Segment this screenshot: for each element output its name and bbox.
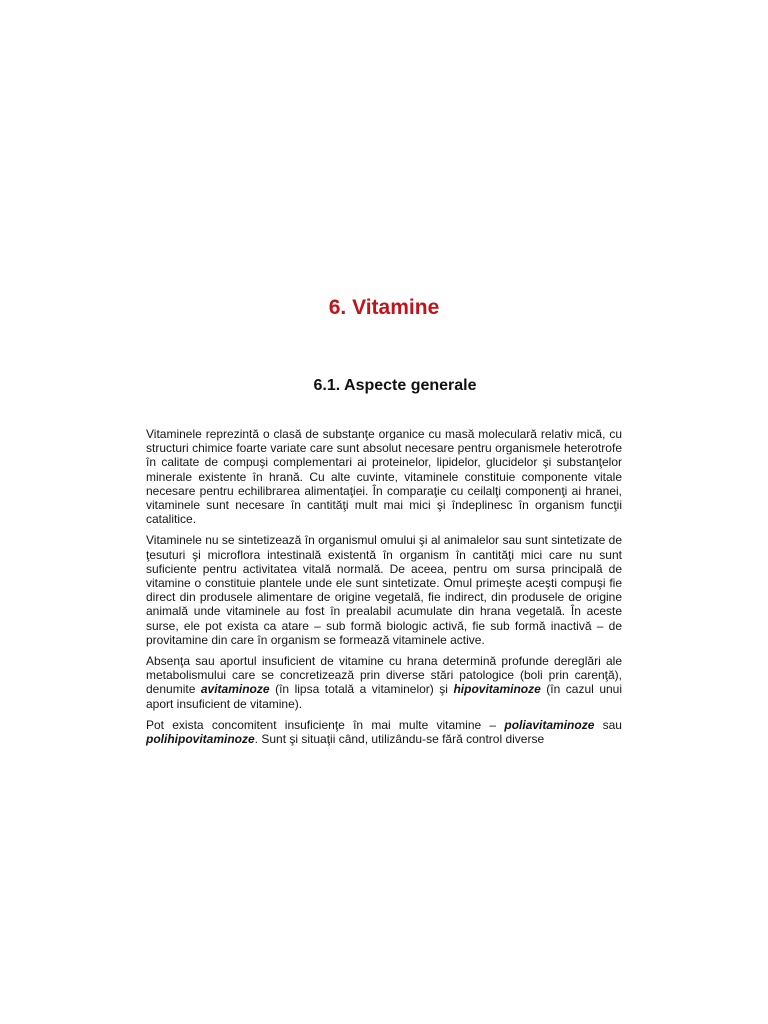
paragraph-vitamin-sources: Vitaminele nu se sintetizează în organismul omului şi al animalelor sau sunt sintetizate de ţesuturi şi microflora intestinală existentă în organism în cantităţi mici care nu sunt suficiente pentru activitatea vitală normală. De aceea, pentru om sursa principală de vitamine o constituie plantele unde ele sunt sintetizate. Omul primeşte aceşti compuşi fie direct din produsele alimentare de origine vegetală, fie indirect, din produsele de origine animală unde vitaminele au fost în prealabil acumulate din hrana vegetală. În aceste surse, ele pot exista ca atare – sub formă biologic activă, fie sub formă inactivă – de provitamine din care în organism se formează vitaminele active. [146,533,622,647]
term-avitaminoze: avitaminoze [200,682,270,697]
paragraph-text-segment: Absenţa sau aportul insuficient de vitamine cu hrana determină profunde dereglări ale metabolismului care se concretizează prin diverse stări patologice (boli prin carenţă), denumite [146,654,622,697]
term-poliavitaminoze: poliavitaminoze [504,717,595,732]
term-polihipovitaminoze: polihipovitaminoze [146,732,255,747]
body-text [146,427,622,753]
paragraph-multiple-deficiency [146,718,622,746]
paragraph-text-segment: (în lipsa totală a vitaminelor) şi [269,682,454,697]
paragraph-text-segment: sau [594,717,622,732]
paragraph-text-segment: . Sunt şi situaţii când, utilizându-se fără control diverse [254,732,545,747]
chapter-title: 6. Vitamine [328,296,440,319]
term-hipovitaminoze: hipovitaminoze [453,682,541,697]
paragraph-vitamin-definition: Vitaminele reprezintă o clasă de substanţe organice cu masă moleculară relativ mică, cu structuri chimice foarte variate care sunt absolut necesare pentru organismele heterotrofe în calitate de compuşi complementari ai proteinelor, lipidelor, glucidelor şi substanţelor minerale existente în hrană. Cu alte cuvinte, vitaminele constituie componente vitale necesare pentru echilibrarea alimentaţiei. În comparaţie cu ceilalţi componenţi ai hranei, vitaminele sunt necesare în cantităţi mult mai mici şi îndeplinesc în organism funcţii catalitice. [146,427,622,527]
paragraph-text-segment: Pot exista concomitent insuficienţe în mai multe vitamine – [146,717,505,732]
paragraph-text-segment: (în cazul unui aport insuficient de vitamine). [146,682,623,711]
section-title: 6.1. Aspecte generale [313,377,477,394]
paragraph-vitamin-deficiency [146,654,622,711]
